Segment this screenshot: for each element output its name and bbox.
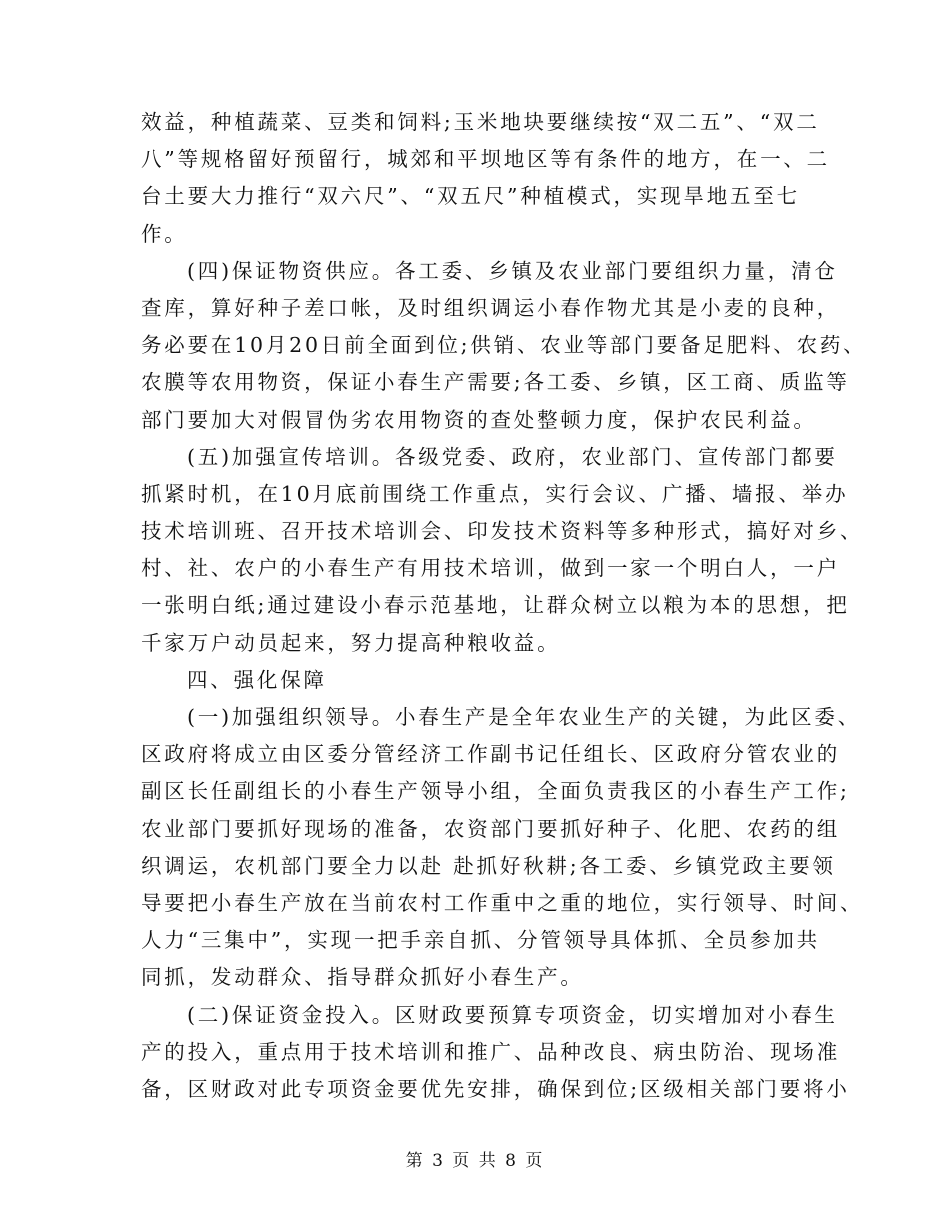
paragraph-start-line: (一)加强组织领导。小春生产是全年农业生产的关键，为此区委、 [187, 705, 861, 729]
text-line: 技术培训班、召开技术培训会、印发技术资料等多种形式，搞好对乡、 [141, 519, 864, 544]
text-line: 一张明白纸;通过建设小春示范基地，让群众树立以粮为本的思想，把 [141, 593, 850, 618]
text-line: 部门要加大对假冒伪劣农用物资的查处整顿力度，保护农民利益。 [141, 407, 817, 432]
body-text [141, 104, 867, 1108]
text-line: 区政府将成立由区委分管经济工作副书记任组长、区政府分管农业的 [141, 742, 840, 767]
text-line: 同抓，发动群众、指导群众抓好小春生产。 [141, 965, 584, 990]
text-line: 农业部门要抓好现场的准备，农资部门要抓好种子、化肥、农药的组 [141, 816, 840, 841]
page-number-footer: 第 3 页 共 8 页 [405, 1151, 545, 1171]
text-line: 人力“三集中”，实现一把手亲自抓、分管领导具体抓、全员参加共 [141, 928, 820, 953]
text-line: 查库，算好种子差口帐，及时组织调运小春作物尤其是小麦的良种， [141, 295, 840, 320]
text-line: 备，区财政对此专项资金要优先安排，确保到位;区级相关部门要将小 [141, 1076, 850, 1101]
text-line: 农膜等农用物资，保证小春生产需要;各工委、乡镇，区工商、质监等 [141, 370, 850, 395]
text-line: 村、社、农户的小春生产有用技术培训，做到一家一个明白人，一户 [141, 556, 840, 581]
paragraph-start-line: (四)保证物资供应。各工委、乡镇及农业部门要组织力量，清仓 [187, 258, 838, 283]
text-line: 八”等规格留好预留行，城郊和平坝地区等有条件的地方，在一、二 [141, 147, 830, 172]
section-heading: 四、强化保障 [187, 667, 327, 692]
text-line: 副区长任副组长的小春生产领导小组，全面负责我区的小春生产工作; [141, 779, 850, 804]
text-line: 效益，种植蔬菜、豆类和饲料;玉米地块要继续按“双二五”、“双二 [141, 110, 820, 134]
text-line: 台土要大力推行“双六尺”、“双五尺”种植模式，实现旱地五至七 [141, 184, 800, 209]
text-line: 织调运，农机部门要全力以赴 赴抓好秋耕;各工委、乡镇党政主要领 [141, 853, 836, 878]
paragraph-start-line: (二)保证资金投入。区财政要预算专项资金，切实增加对小春生 [187, 1002, 838, 1027]
text-line: 务必要在10月20日前全面到位;供销、农业等部门要备足肥料、农药、 [141, 333, 867, 358]
text-line: 作。 [141, 221, 188, 246]
text-line: 产的投入，重点用于技术培训和推广、品种改良、病虫防治、现场准 [141, 1039, 840, 1064]
paragraph-start-line: (五)加强宣传培训。各级党委、政府，农业部门、宣传部门都要 [187, 444, 838, 469]
text-line: 抓紧时机，在10月底前围绕工作重点，实行会议、广播、墙报、举办 [141, 481, 849, 506]
text-line: 千家万户动员起来，努力提高种粮收益。 [141, 630, 561, 655]
text-line: 导要把小春生产放在当前农村工作重中之重的地位，实行领导、时间、 [141, 890, 864, 915]
